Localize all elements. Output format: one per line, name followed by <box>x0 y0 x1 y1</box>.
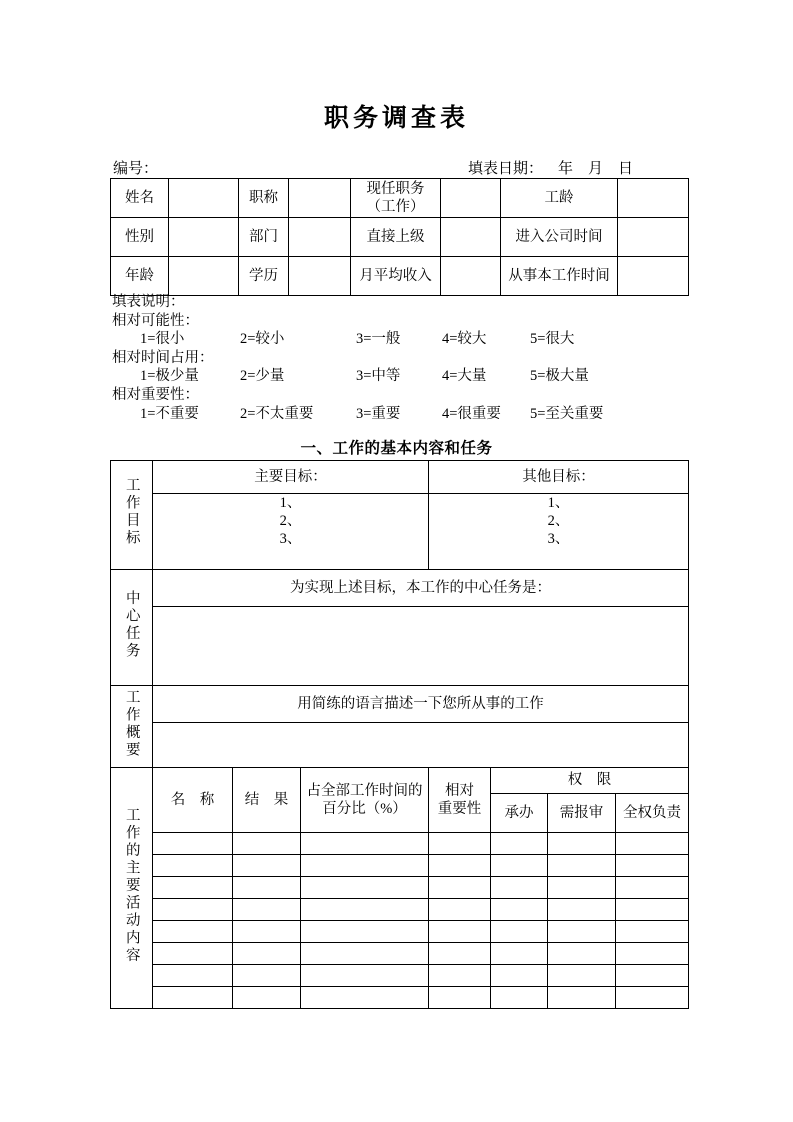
cell-name[interactable] <box>153 965 233 987</box>
cell-authority-report[interactable] <box>548 965 616 987</box>
table-row <box>111 257 689 296</box>
table-row <box>111 877 689 899</box>
cell-result[interactable] <box>233 921 301 943</box>
cell-authority-full[interactable] <box>616 855 689 877</box>
field-department[interactable] <box>289 218 351 257</box>
label-current-position: 现任职务 （工作） <box>351 179 441 218</box>
cell-authority-report[interactable] <box>548 899 616 921</box>
cell-authority-handle[interactable] <box>491 943 548 965</box>
col-header-result: 结 果 <box>233 768 301 833</box>
cell-authority-full[interactable] <box>616 899 689 921</box>
prompt-work-summary: 用简练的语言描述一下您所从事的工作 <box>153 686 689 723</box>
field-other-goal-items[interactable]: 1、 2、 3、 <box>429 494 689 570</box>
cell-authority-handle[interactable] <box>491 855 548 877</box>
instructions-group-title-2: 相对重要性： <box>112 386 199 403</box>
table-row <box>111 833 689 855</box>
option-3: 3=重要 <box>356 405 401 422</box>
field-gender[interactable] <box>169 218 239 257</box>
cell-result[interactable] <box>233 855 301 877</box>
col-header-authority-handle: 承办 <box>491 794 548 833</box>
table-row <box>111 218 689 257</box>
cell-authority-handle[interactable] <box>491 987 548 1009</box>
table-row <box>111 686 689 723</box>
cell-authority-report[interactable] <box>548 921 616 943</box>
field-main-goal-items[interactable]: 1、 2、 3、 <box>153 494 429 570</box>
field-name[interactable] <box>169 179 239 218</box>
cell-name[interactable] <box>153 877 233 899</box>
col-header-name: 名 称 <box>153 768 233 833</box>
row-label-work-goals: 工作目标 <box>111 461 153 570</box>
field-direct-supervisor[interactable] <box>441 218 501 257</box>
cell-percent[interactable] <box>301 855 429 877</box>
cell-percent[interactable] <box>301 943 429 965</box>
cell-authority-full[interactable] <box>616 921 689 943</box>
table-row <box>111 899 689 921</box>
label-education: 学历 <box>239 257 289 296</box>
option-5: 5=很大 <box>530 331 575 348</box>
cell-result[interactable] <box>233 877 301 899</box>
cell-authority-report[interactable] <box>548 833 616 855</box>
field-join-company-date[interactable] <box>618 218 689 257</box>
cell-authority-handle[interactable] <box>491 877 548 899</box>
page-title: 职务调查表 <box>323 104 469 132</box>
cell-importance[interactable] <box>429 943 491 965</box>
cell-authority-full[interactable] <box>616 833 689 855</box>
cell-name[interactable] <box>153 855 233 877</box>
option-4: 4=较大 <box>442 331 487 348</box>
table-row <box>111 965 689 987</box>
table-row <box>111 461 689 494</box>
field-age[interactable] <box>169 257 239 296</box>
field-years-in-job[interactable] <box>618 257 689 296</box>
label-name: 姓名 <box>111 179 169 218</box>
option-1: 1=不重要 <box>140 405 199 422</box>
label-join-company-date: 进入公司时间 <box>501 218 618 257</box>
col-header-importance: 相对 重要性 <box>429 768 491 833</box>
job-content-table <box>110 460 689 1009</box>
label-years-in-job: 从事本工作时间 <box>501 257 618 296</box>
field-title[interactable] <box>289 179 351 218</box>
cell-result[interactable] <box>233 899 301 921</box>
cell-authority-full[interactable] <box>616 943 689 965</box>
cell-authority-handle[interactable] <box>491 965 548 987</box>
row-label-main-activities: 工作的主要活动内容 <box>111 768 153 1009</box>
option-2: 2=少量 <box>240 368 285 385</box>
form-number-label: 编号： <box>113 161 159 177</box>
section-heading: 一、工作的基本内容和任务 <box>300 440 493 457</box>
cell-importance[interactable] <box>429 965 491 987</box>
field-monthly-income[interactable] <box>441 257 501 296</box>
cell-name[interactable] <box>153 921 233 943</box>
cell-authority-report[interactable] <box>548 855 616 877</box>
cell-authority-handle[interactable] <box>491 833 548 855</box>
cell-importance[interactable] <box>429 987 491 1009</box>
cell-importance[interactable] <box>429 899 491 921</box>
cell-importance[interactable] <box>429 921 491 943</box>
cell-result[interactable] <box>233 987 301 1009</box>
instructions-group-title-0: 相对可能性： <box>112 312 199 329</box>
instructions-options-2 <box>112 405 712 424</box>
cell-authority-full[interactable] <box>616 965 689 987</box>
label-gender: 性别 <box>111 218 169 257</box>
col-header-authority-report: 需报审 <box>548 794 616 833</box>
table-row <box>111 179 689 218</box>
field-center-task-answer[interactable] <box>153 607 689 686</box>
cell-authority-full[interactable] <box>616 987 689 1009</box>
cell-percent[interactable] <box>301 965 429 987</box>
field-current-position[interactable] <box>441 179 501 218</box>
instructions-group-title-1: 相对时间占用： <box>112 349 214 366</box>
field-work-years[interactable] <box>618 179 689 218</box>
cell-result[interactable] <box>233 943 301 965</box>
cell-name[interactable] <box>153 943 233 965</box>
table-row <box>111 570 689 607</box>
cell-name[interactable] <box>153 899 233 921</box>
cell-percent[interactable] <box>301 877 429 899</box>
field-education[interactable] <box>289 257 351 296</box>
table-row <box>111 494 689 570</box>
label-monthly-income: 月平均收入 <box>351 257 441 296</box>
option-2: 2=较小 <box>240 331 285 348</box>
instructions-block <box>112 293 712 423</box>
cell-name[interactable] <box>153 987 233 1009</box>
cell-authority-full[interactable] <box>616 877 689 899</box>
option-2: 2=不太重要 <box>240 405 314 422</box>
cell-authority-report[interactable] <box>548 987 616 1009</box>
cell-importance[interactable] <box>429 877 491 899</box>
instructions-heading: 填表说明： <box>112 294 185 310</box>
meta-row <box>113 157 688 177</box>
label-title: 职称 <box>239 179 289 218</box>
label-direct-supervisor: 直接上级 <box>351 218 441 257</box>
cell-percent[interactable] <box>301 987 429 1009</box>
table-row <box>111 855 689 877</box>
table-row <box>111 943 689 965</box>
table-row <box>111 723 689 768</box>
instructions-options-0 <box>112 330 712 349</box>
option-3: 3=一般 <box>356 331 401 348</box>
option-3: 3=中等 <box>356 368 401 385</box>
cell-percent[interactable] <box>301 833 429 855</box>
label-department: 部门 <box>239 218 289 257</box>
cell-importance[interactable] <box>429 855 491 877</box>
option-4: 4=大量 <box>442 368 487 385</box>
table-row <box>111 987 689 1009</box>
fill-date-label: 填表日期： 年 月 日 <box>468 161 634 177</box>
cell-percent[interactable] <box>301 921 429 943</box>
option-1: 1=很小 <box>140 331 185 348</box>
row-label-center-task: 中心任务 <box>111 570 153 686</box>
row-label-work-summary: 工作概要 <box>111 686 153 768</box>
col-header-authority: 权 限 <box>491 768 689 794</box>
instructions-options-1 <box>112 367 712 386</box>
cell-result[interactable] <box>233 965 301 987</box>
col-header-authority-full: 全权负责 <box>616 794 689 833</box>
cell-authority-report[interactable] <box>548 943 616 965</box>
table-row <box>111 921 689 943</box>
option-5: 5=极大量 <box>530 368 589 385</box>
prompt-center-task: 为实现上述目标，本工作的中心任务是： <box>153 570 689 607</box>
cell-name[interactable] <box>153 833 233 855</box>
table-row <box>111 768 689 794</box>
label-age: 年龄 <box>111 257 169 296</box>
employee-info-table <box>110 178 689 296</box>
table-row <box>111 607 689 686</box>
label-work-years: 工龄 <box>501 179 618 218</box>
header-other-goal: 其他目标： <box>429 461 689 494</box>
col-header-percent: 占全部工作时间的 百分比（%） <box>301 768 429 833</box>
cell-result[interactable] <box>233 833 301 855</box>
cell-authority-report[interactable] <box>548 877 616 899</box>
option-1: 1=极少量 <box>140 368 199 385</box>
cell-authority-handle[interactable] <box>491 899 548 921</box>
cell-importance[interactable] <box>429 833 491 855</box>
field-work-summary-answer[interactable] <box>153 723 689 768</box>
header-main-goal: 主要目标： <box>153 461 429 494</box>
option-5: 5=至关重要 <box>530 405 604 422</box>
cell-percent[interactable] <box>301 899 429 921</box>
cell-authority-handle[interactable] <box>491 921 548 943</box>
option-4: 4=很重要 <box>442 405 501 422</box>
